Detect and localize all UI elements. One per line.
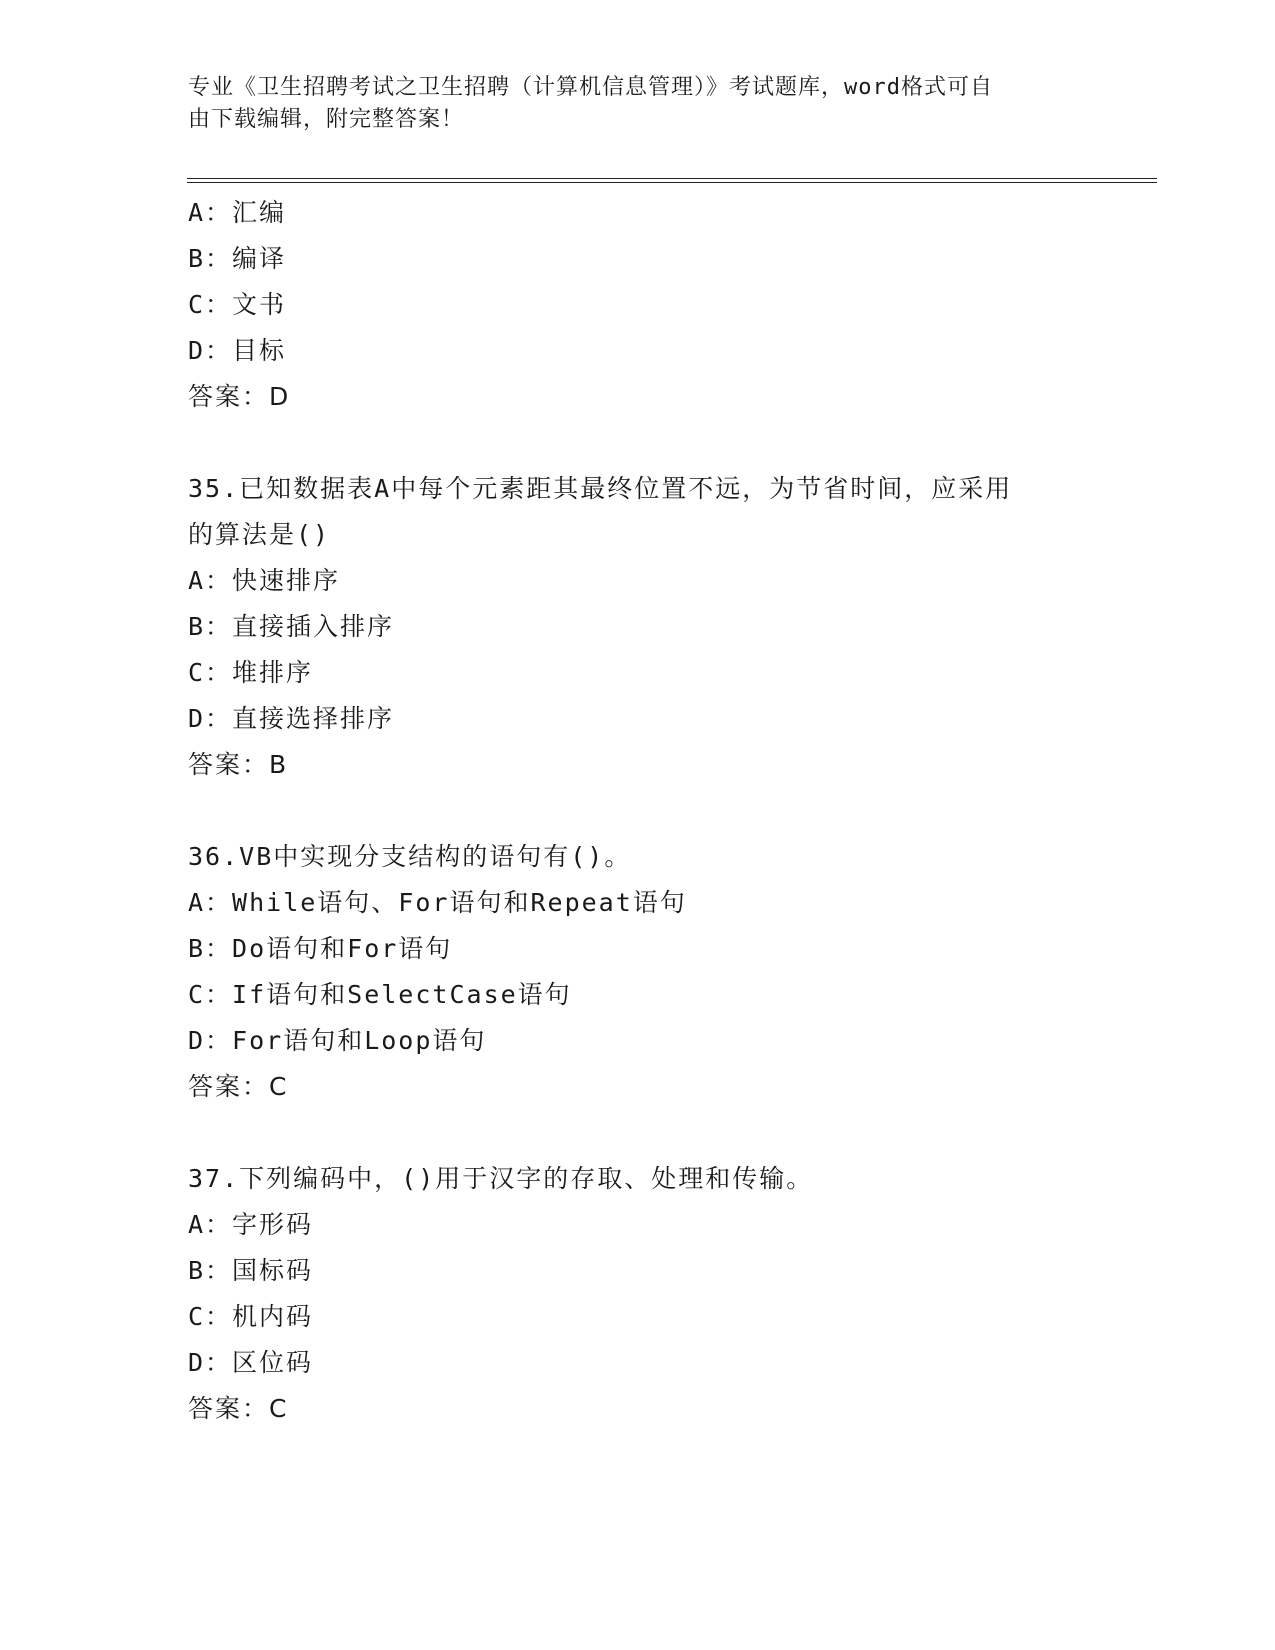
document-header bbox=[188, 72, 1068, 136]
question-list bbox=[188, 190, 1088, 1432]
option-c: C：堆排序 bbox=[188, 658, 314, 687]
option-b: B：编译 bbox=[188, 244, 287, 273]
option-a: A：快速排序 bbox=[188, 566, 341, 595]
option-c: C：机内码 bbox=[188, 1302, 314, 1331]
option-b: B：直接插入排序 bbox=[188, 612, 395, 641]
question-36 bbox=[188, 834, 1088, 1110]
answer-line: 答案：B bbox=[188, 750, 289, 779]
question-stem: 36.VB中实现分支结构的语句有()。 bbox=[188, 842, 632, 871]
option-a: A：字形码 bbox=[188, 1210, 314, 1239]
header-line-1: 专业《卫生招聘考试之卫生招聘（计算机信息管理）》考试题库，word格式可自 bbox=[188, 75, 993, 100]
option-d: D：直接选择排序 bbox=[188, 704, 395, 733]
question-stem-continued: 的算法是() bbox=[188, 520, 331, 549]
question-partial bbox=[188, 190, 1088, 420]
answer-line: 答案：C bbox=[188, 1394, 289, 1423]
question-stem: 35.已知数据表A中每个元素距其最终位置不远，为节省时间，应采用 bbox=[188, 474, 1013, 503]
question-35 bbox=[188, 466, 1088, 788]
question-stem: 37.下列编码中，()用于汉字的存取、处理和传输。 bbox=[188, 1164, 814, 1193]
option-d: D：区位码 bbox=[188, 1348, 314, 1377]
option-a: A：汇编 bbox=[188, 198, 287, 227]
option-a: A：While语句、For语句和Repeat语句 bbox=[188, 888, 687, 917]
header-divider bbox=[187, 178, 1157, 183]
option-d: D：For语句和Loop语句 bbox=[188, 1026, 487, 1055]
option-d: D：目标 bbox=[188, 336, 287, 365]
option-b: B：国标码 bbox=[188, 1256, 314, 1285]
answer-line: 答案：D bbox=[188, 382, 291, 411]
option-b: B：Do语句和For语句 bbox=[188, 934, 453, 963]
option-c: C：If语句和SelectCase语句 bbox=[188, 980, 572, 1009]
answer-line: 答案：C bbox=[188, 1072, 289, 1101]
option-c: C：文书 bbox=[188, 290, 287, 319]
question-37 bbox=[188, 1156, 1088, 1432]
header-line-2: 由下载编辑，附完整答案！ bbox=[188, 107, 465, 132]
